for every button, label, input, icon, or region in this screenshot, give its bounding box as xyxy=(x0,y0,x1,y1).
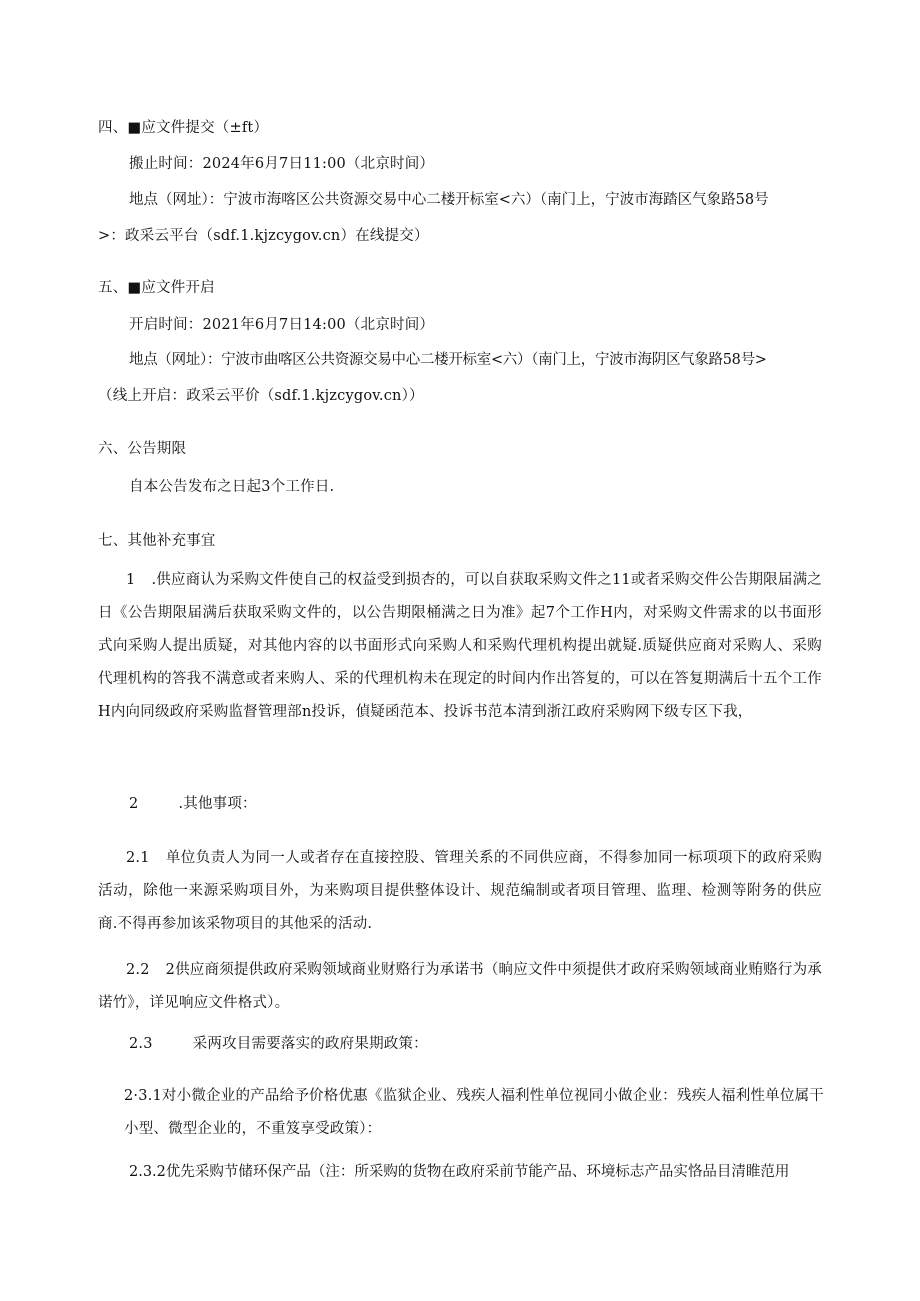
item2-2-text: 2供应商须提供政府采购领域商业财赂行为承诺书（晌应文件中须提供才政府采购领域商业贿赂行为承诺竹》，详见响应文件格式）。 xyxy=(98,962,822,1011)
section4-location-line2: >：政采云平台（sdf.1.kjzcygov.cn）在线提交） xyxy=(98,228,429,244)
section5-location-line2: （线上开启：政采云平价（sdf.1.kjzcygov.cn）） xyxy=(98,388,424,404)
section7-heading: 七、其他补充事宜 xyxy=(98,533,216,549)
item2-2-number: 2.2 xyxy=(126,962,150,978)
item2-3-number: 2.3 xyxy=(129,1036,153,1052)
section5-open-time: 开启时间：2021年6月7日14:00（北京时间） xyxy=(129,317,435,333)
item2-1-number: 2.1 xyxy=(126,850,150,866)
section5-heading: 五、■应文件开启 xyxy=(98,280,215,296)
section7-item2-2 xyxy=(98,954,822,1020)
section7-item2 xyxy=(129,794,257,814)
item1-number: 1 xyxy=(126,572,136,588)
item2-number: 2 xyxy=(129,796,139,812)
item2-3-text: 采两攻目需要落实的政府果期政策： xyxy=(192,1036,428,1052)
section4-deadline: 搬止时间：2024年6月7日11:00（北京时间） xyxy=(129,156,435,172)
section6-heading: 六、公告期限 xyxy=(98,441,187,457)
item2-text: .其他事项： xyxy=(178,796,257,812)
section7-item2-3 xyxy=(129,1034,428,1054)
item2-1-text: 单位负责人为同一人或者存在直接控股、管理关系的不同供应商，不得参加同一标项项下的政府采购活动，除他一来源采购项目外，为来购项目提供整体设计、规范编制或者项目管理、监理、检测等附务的供应商.不得再参加该采物项目的其他采的活动. xyxy=(98,850,822,932)
section6-body: 自本公告发布之日起3个工作日. xyxy=(129,479,335,495)
section5-location-line1: 地点（网址）：宁波市曲喀区公共资源交易中心二楼开标室<六）（南门上，宁波市海阴区气象路58号> xyxy=(129,352,767,368)
section7-item2-1 xyxy=(98,842,822,941)
section7-item2-3-1: 2·3.1对小微企业的产品给予价格优惠《监狱企业、残疾人福利性单位视同小做企业：残疾人福利性单位属干小型、微型企业的，不重笈享受政策）： xyxy=(124,1088,824,1137)
section7-item1 xyxy=(98,564,822,729)
section4-heading: 四、■应文件提交（±ft） xyxy=(98,120,269,136)
section7-item2-3-2: 2.3.2优先采购节储环保产品（注：所采购的货物在政府采前节能产品、环境标志产品实恪品目清睢范用 xyxy=(129,1164,790,1180)
section4-location-line1: 地点（网址）：宁波市海喀区公共资源交易中心二楼开标室<六）（南门上，宁波市海踏区气象路58号 xyxy=(129,192,769,208)
item1-text: .供应商认为采购文件使自己的权益受到损杏的，可以自获取采购文件之11或者采购交件公告期限届满之日《公告期限届满后获取采购文件的，以公告期限桶满之日为准》起7个工作H内，对采购文件需求的以书面形式向采购人提出质疑，对其他内容的以书面形式向采购人和采购代理机构提出就疑.质疑供应商对采购人、采购代理机构的答我不满意或者来购人、采的代理机构未在现定的时间内作出答复的，可以在答复期满后十五个工作H内向同级政府采购监督管理部n投诉，偵疑函范本、投诉书范本清到浙江政府采购网下级专区下我， xyxy=(98,572,822,720)
